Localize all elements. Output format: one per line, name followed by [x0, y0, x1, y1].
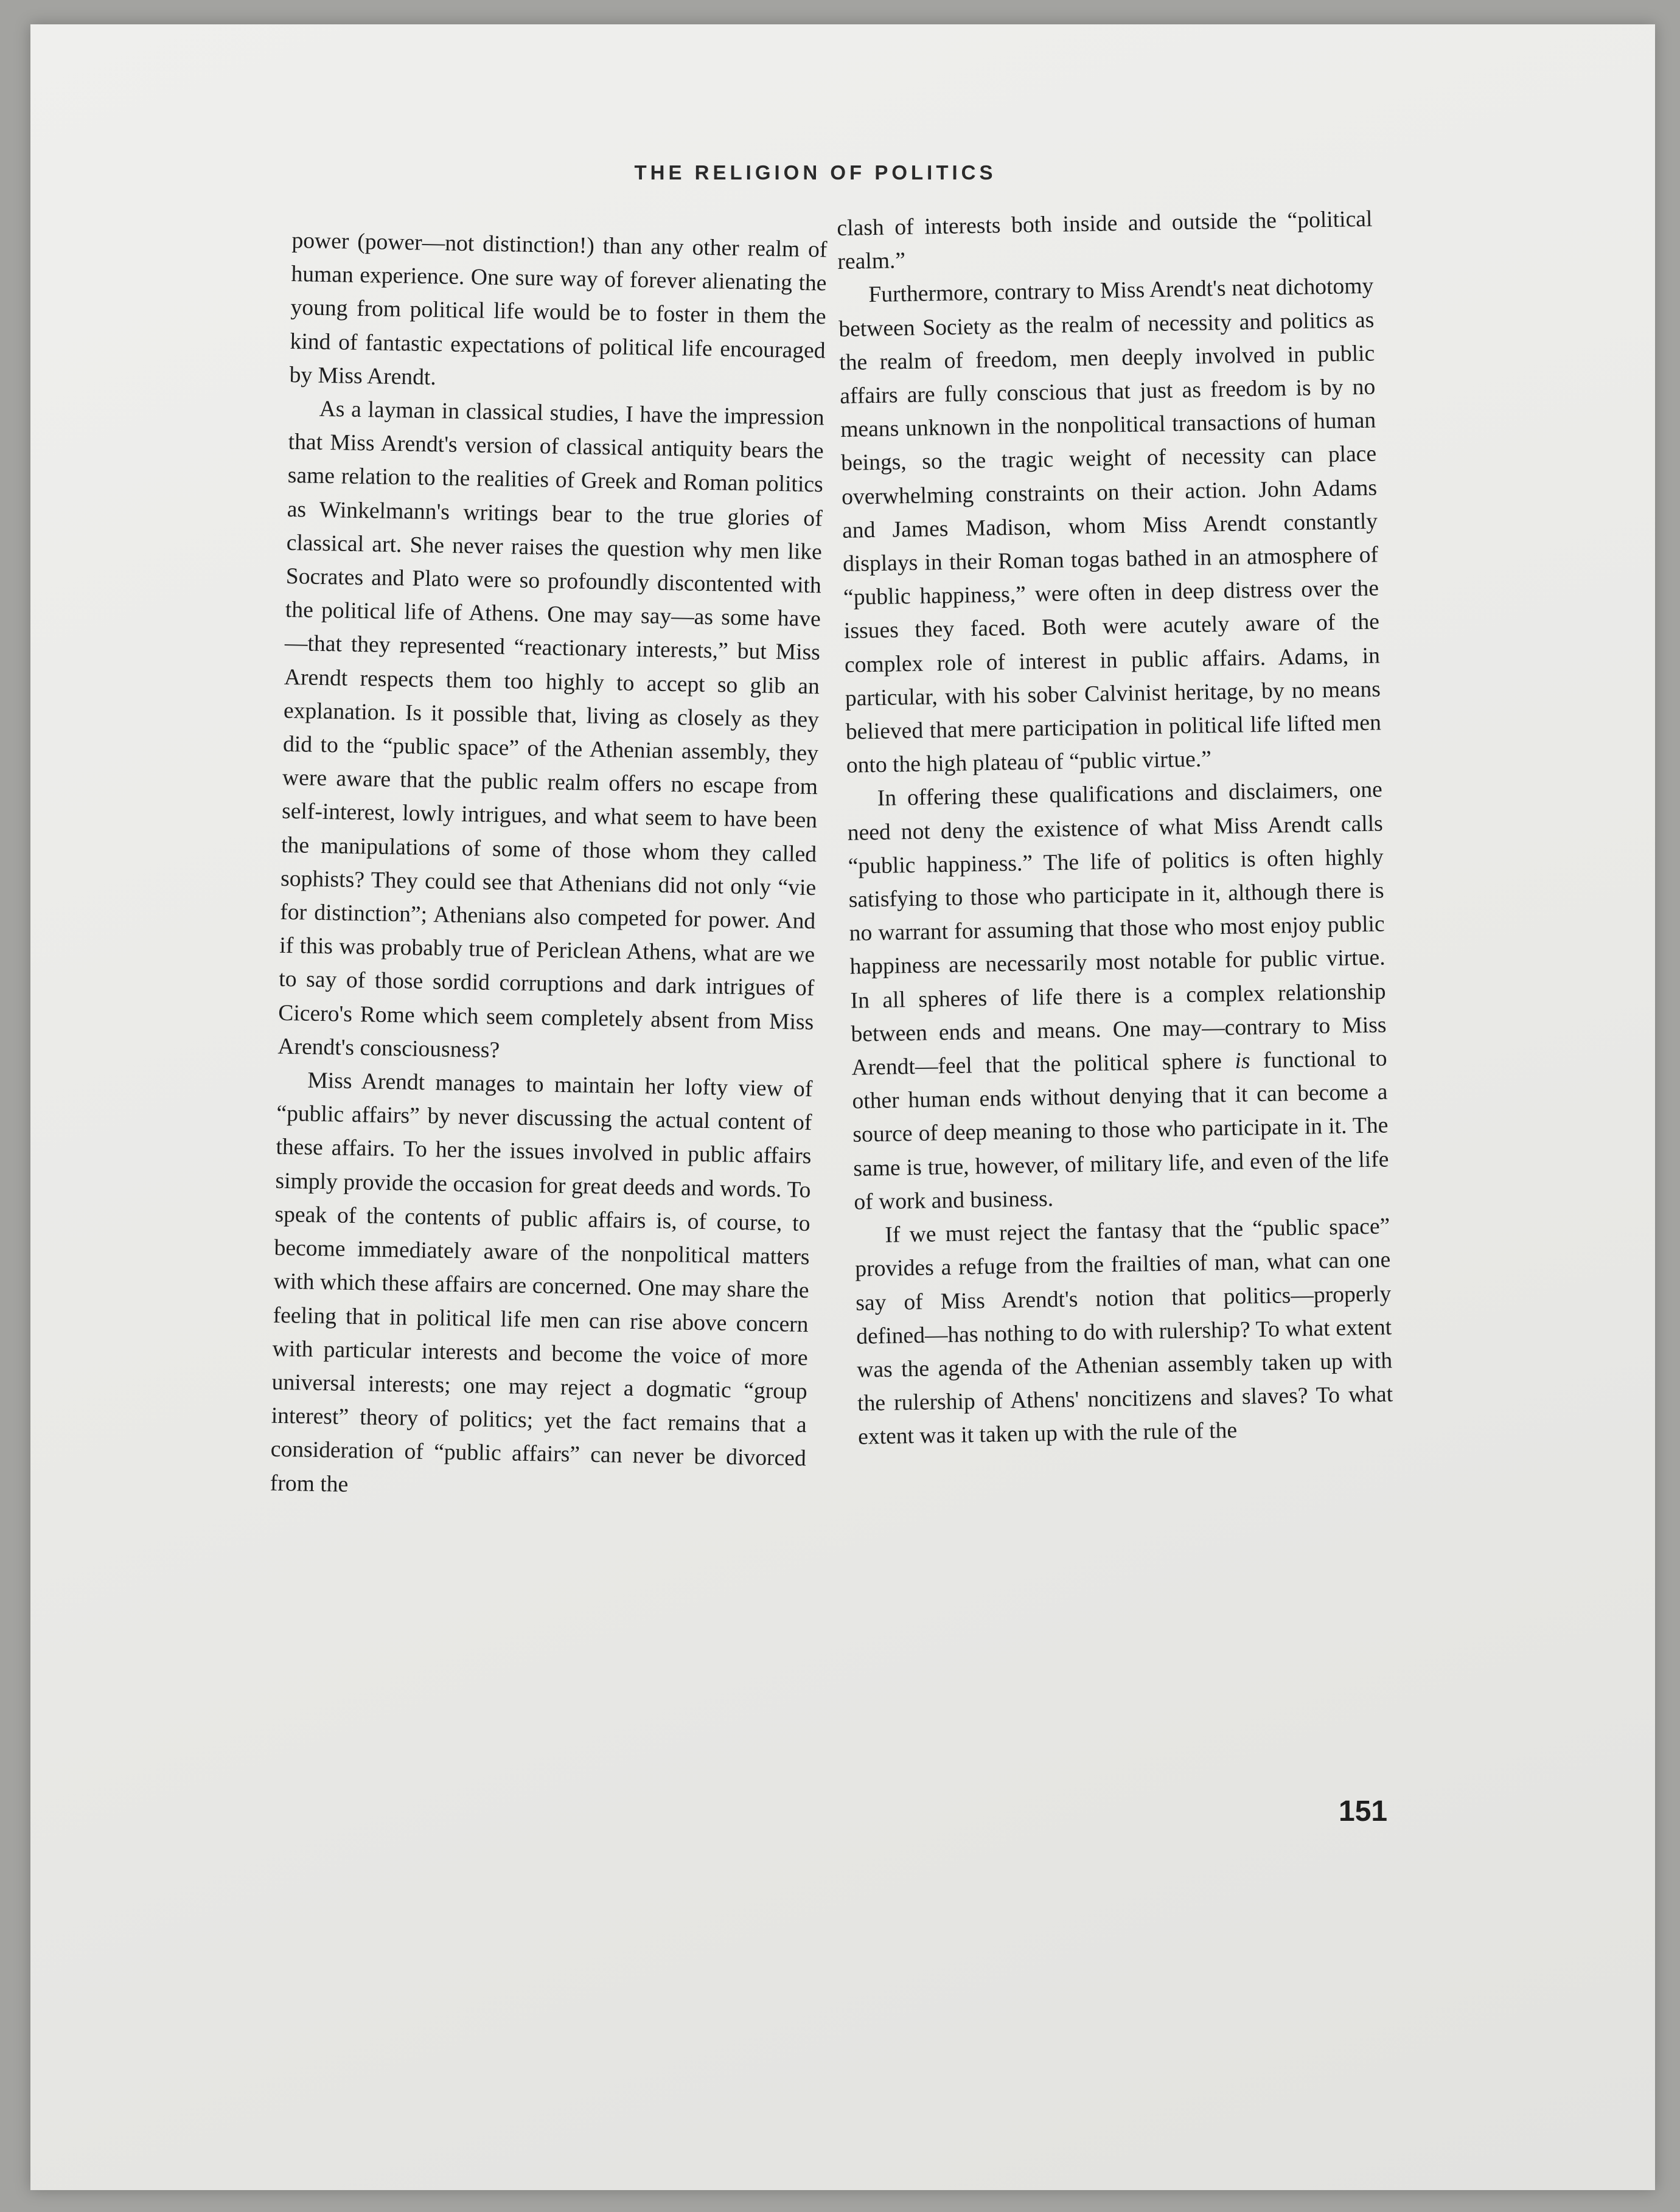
paragraph: power (power—not distinction!) than any other realm of human experience. One sure way of forever alienating the young from political life would be to foster in them the kind of fantastic expectations of political life encouraged by Miss Arendt.	[289, 228, 828, 390]
left-column	[270, 224, 827, 1509]
page-sheet	[30, 24, 1655, 2190]
paragraph: If we must reject the fantasy that the “public space” provides a refuge from the frailties of man, what can one say of Miss Arendt's notion that politics—properly defined—has nothing to do with rulership? To what extent was the agenda of the Athenian assembly taken up with the rulership of Athens' noncitizens and slaves? To what extent was it taken up with the rule of the	[854, 1214, 1393, 1450]
page-number: 151	[1339, 1795, 1388, 1828]
paragraph: Miss Arendt manages to maintain her lofty view of “public affairs” by never discussing the actual content of these affairs. To her the issues involved in public affairs simply provide the occasion for great deeds and words. To speak of the contents of public affairs is, of course, to become immediately aware of the nonpolitical matters with which these affairs are concerned. One may share the feeling that in political life men can rise above concern with particular interests and become the voice of more universal interests; one may reject a dogmatic “group interest” theory of politics; yet the fact remains that a consideration of “public affairs” can never be divorced from the	[270, 1068, 813, 1497]
paragraph: clash of interests both inside and outside the “political realm.”	[837, 206, 1373, 275]
paragraph	[846, 773, 1389, 1219]
paragraph: As a layman in classical studies, I have the impression that Miss Arendt's version of classical antiquity bears the same relation to the realities of Greek and Roman politics as Winkelmann's writings bear to the true glories of classical art. She never raises the question why men like Socrates and Plato were so profoundly discontented with the political life of Athens. One may say—as some have—that they represented “reactionary interests,” but Miss Arendt respects them too highly to accept so glib an explanation. Is it possible that, living as closely as they did to the “public space” of the Athenian assembly, they were aware that the public realm offers no escape from self-interest, lowly intrigues, and what seem to have been the manipulations of some of those whom they called sophists? They could see that Athenians did not only “vie for distinction”; Athenians also competed for power. And if this was probably true of Periclean Athens, what are we to say of those sordid corruptions and dark intrigues of Cicero's Rome which seem completely absent from Miss Arendt's consciousness?	[277, 396, 824, 1063]
emphasis-text: is	[1235, 1048, 1250, 1074]
paragraph: Furthermore, contrary to Miss Arendt's neat dichotomy between Society as the realm of necessity and politics as the realm of freedom, men deeply involved in public affairs are fully conscious that just as freedom is by no means unknown in the nonpolitical transactions of human beings, so the tragic weight of necessity can place overwhelming constraints on their action. John Adams and James Madison, whom Miss Arendt constantly displays in their Roman togas bathed in an atmosphere of “public happiness,” were often in deep distress over the issues they faced. Both were acutely aware of the complex role of interest in public affairs. Adams, in particular, with his sober Calvinist heritage, by no means believed that mere participation in political life lifted men onto the high plateau of “public virtue.”	[838, 274, 1382, 779]
paragraph-text: In offering these qualifications and disclaimers, one need not deny the existence of what Miss Arendt calls “public happiness.” The life of politics is often highly satisfying to those who participate in it, although there is no warrant for assuming that those who most enjoy public happiness are necessarily most notable for public virtue. In all spheres of life there is a complex relationship between ends and means. One may—contrary to Miss Arendt—feel that the political sphere	[847, 777, 1387, 1080]
right-column	[837, 203, 1394, 1455]
paragraph-text: functional to other human ends without denying that it can become a source of deep meaning to those who participate in it. The same is true, however, of military life, and even of the life of work and business.	[852, 1046, 1389, 1215]
running-head: THE RELIGION OF POLITICS	[634, 161, 997, 184]
